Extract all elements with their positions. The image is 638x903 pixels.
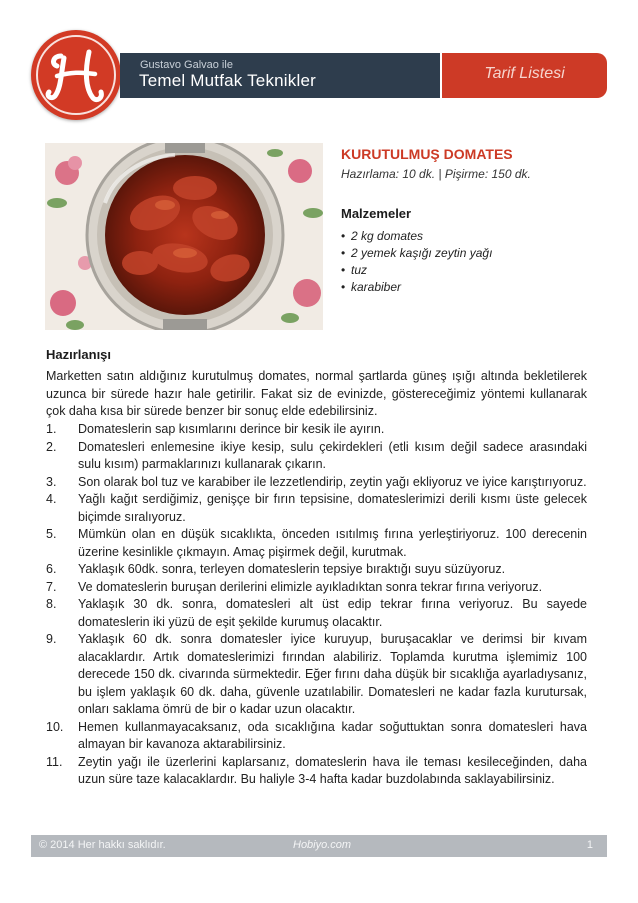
brand-logo[interactable] (31, 30, 121, 120)
step-item (46, 719, 587, 754)
step-text: Mümkün olan en düşük sıcaklıkta, önceden ısıtılmış fırına yerleştiriyoruz. 100 derecenin üzerine kesinlikle çıkmayın. Amaç pişirmek değil, kurutmak. (78, 527, 587, 559)
step-number: 5. (46, 527, 57, 541)
logo-h-icon (31, 30, 121, 120)
step-text: Domateslerin sap kısımlarını derince bir kesik ile ayırın. (78, 422, 385, 436)
footer-page-number: 1 (586, 839, 593, 851)
step-item (46, 526, 587, 561)
step-number: 7. (46, 579, 57, 594)
footer-site-link[interactable]: Hobiyo.com (293, 839, 352, 851)
step-item (46, 754, 587, 789)
jar-of-dried-tomatoes-photo-icon (45, 143, 323, 330)
step-item (46, 491, 587, 526)
step-text: Ve domateslerin buruşan derilerini elimizle ayıkladıktan sonra tekrar fırına veriyoruz. (78, 579, 543, 594)
recipe-list-tab[interactable] (442, 53, 607, 98)
preparation-heading: Hazırlanışı (46, 347, 112, 362)
recipe-photo (45, 143, 323, 330)
step-item (46, 579, 587, 597)
ingredients-list (341, 228, 492, 296)
recipe-times: Hazırlama: 10 dk. | Pişirme: 150 dk. (341, 167, 531, 181)
ingredient-item: • 2 yemek kaşığı zeytin yağı (341, 245, 492, 262)
header-subtitle: Gustavo Galvao ile (140, 59, 233, 71)
page-footer (31, 835, 607, 857)
step-number: 9. (46, 632, 57, 646)
step-number: 4. (46, 492, 57, 506)
footer-copyright: © 2014 Her hakkı saklıdır. (39, 839, 166, 851)
step-item (46, 596, 587, 631)
step-item (46, 631, 587, 719)
step-text: Hemen kullanmayacaksanız, oda sıcaklığına kadar soğuttuktan sonra domatesleri hava almayan bir kavanoza aktarabilirsiniz. (78, 719, 587, 751)
step-number: 11. (46, 754, 63, 769)
ingredient-item: • karabiber (341, 279, 492, 296)
step-text: Son olarak bol tuz ve karabiber ile lezzetlendirip, zeytin yağı ekliyoruz ve iyice karıştırıyoruz. (78, 474, 587, 489)
step-text: Yaklaşık 60dk. sonra, terleyen domateslerin tepsiye bıraktığı suyu süzüyoruz. (78, 562, 506, 576)
step-text: Yaklaşık 30 dk. sonra, domatesleri alt üst edip tekrar fırına veriyoruz. Bu sayede domateslerin iki yüzü de eşit şekilde kurumuş olacaktır. (78, 597, 587, 629)
step-item (46, 421, 587, 439)
recipe-list-tab-label: Tarif Listesi (484, 65, 565, 82)
step-number: 10. (46, 719, 64, 734)
step-number: 2. (46, 439, 57, 454)
step-text: Yaklaşık 60 dk. sonra domatesler iyice kuruyup, buruşacaklar ve derimsi bir kıvam alacaklardır. Artık domateslerimizi fırından alabiliriz. Toplamda kurutma işlemimiz 100 derecede 150 dk. civarında sürmektedir. Eğer fırını daha düşük bir sıcaklığa ayarladıysanız, bu işlem yaklaşık 60 dk. daha, güvenle uzatılabilir. Domatesleri ne kadar fazla kurutursak, onları saklama ömrü de bir o kadar uzun olacaktır. (78, 632, 587, 716)
step-text: Yağlı kağıt serdiğimiz, genişçe bir fırın tepsisine, domateslerimizi derili kısmı üste gelecek biçimde sıralıyoruz. (78, 492, 587, 524)
step-number: 6. (46, 562, 57, 576)
preparation-intro: Marketten satın aldığınız kurutulmuş domates, normal şartlarda güneş ışığı altında bekletilerek uzunca bir sürede hazır hale getirilir. Fakat siz de evinizde, göstereceğimiz yöntemi kullanarak çok daha kısa bir sürede benzer bir sonuç elde edebilirsiniz. (46, 369, 587, 418)
step-number: 3. (46, 474, 57, 489)
step-text: Domatesleri enlemesine ikiye kesip, sulu çekirdekleri (etli kısım değil sadece arasındaki sulu kısım) parmaklarınızı kullanarak çıkarın. (78, 439, 587, 471)
preparation-steps (46, 421, 587, 789)
recipe-title: KURUTULMUŞ DOMATES (341, 146, 513, 162)
step-number: 1. (46, 422, 57, 436)
step-text: Zeytin yağı ile üzerlerini kaplarsanız, domateslerin hava ile teması kesileceğinden, daha uzun süre taze kalacaklardır. Bu haliyle 3-4 hafta kadar buzdolabında saklayabilirsiniz. (78, 754, 587, 786)
step-item (46, 439, 587, 474)
step-number: 8. (46, 597, 57, 611)
ingredient-item: • tuz (341, 262, 492, 279)
step-item (46, 474, 587, 492)
step-item (46, 561, 587, 579)
ingredients-heading: Malzemeler (341, 206, 412, 221)
ingredient-item: • 2 kg domates (341, 228, 492, 245)
header-title: Temel Mutfak Teknikler (139, 71, 316, 90)
